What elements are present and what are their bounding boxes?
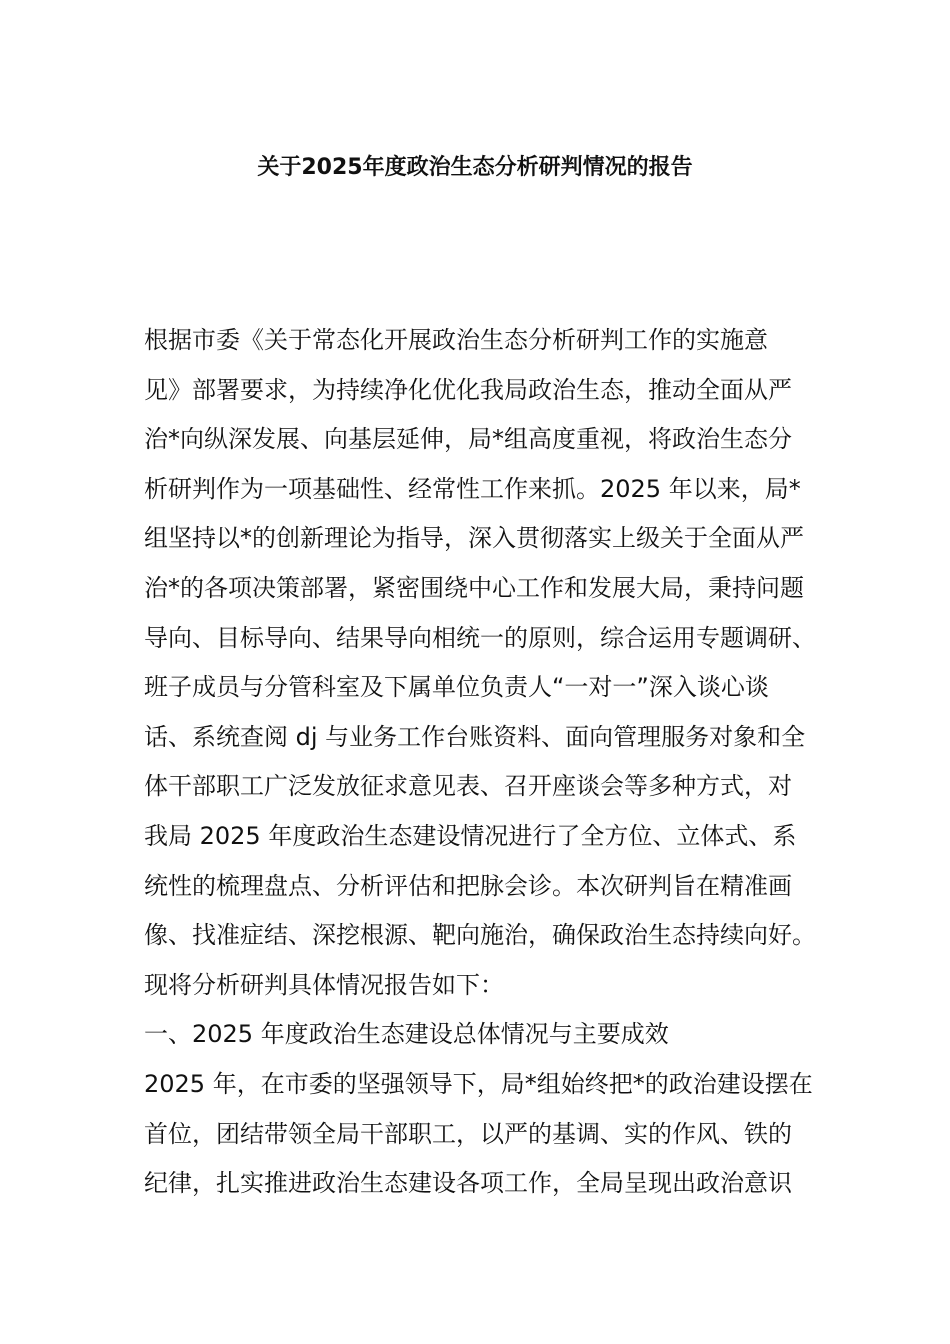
body-line: 体干部职工广泛发放征求意见表、召开座谈会等多种方式，对 bbox=[144, 772, 792, 801]
body-line: 我局 2025 年度政治生态建设情况进行了全方位、立体式、系 bbox=[144, 821, 797, 850]
body-line: 根据市委《关于常态化开展政治生态分析研判工作的实施意 bbox=[144, 326, 768, 354]
body-line: 话、系统查阅 dj 与业务工作台账资料、面向管理服务对象和全 bbox=[144, 722, 806, 751]
body-line: 析研判作为一项基础性、经常性工作来抓。2025 年以来，局* bbox=[144, 474, 801, 503]
body-line: 导向、目标导向、结果导向相统一的原则，综合运用专题调研、 bbox=[144, 623, 816, 652]
body-line: 治*的各项决策部署，紧密围绕中心工作和发展大局，秉持问题 bbox=[144, 573, 804, 602]
body-line: 现将分析研判具体情况报告如下： bbox=[144, 970, 504, 999]
body-line: 班子成员与分管科室及下属单位负责人“一对一”深入谈心谈 bbox=[144, 673, 769, 702]
body-line: 2025 年，在市委的坚强领导下，局*组始终把*的政治建设摆在 bbox=[144, 1069, 813, 1098]
body-line: 像、找准症结、深挖根源、靶向施治，确保政治生态持续向好。 bbox=[144, 921, 816, 950]
document-body bbox=[144, 316, 816, 1209]
body-line: 首位，团结带领全局干部职工，以严的基调、实的作风、铁的 bbox=[144, 1119, 792, 1148]
document-title: 关于2025年度政治生态分析研判情况的报告 bbox=[257, 155, 693, 180]
body-line: 纪律，扎实推进政治生态建设各项工作，全局呈现出政治意识 bbox=[144, 1169, 792, 1198]
body-line: 治*向纵深发展、向基层延伸，局*组高度重视，将政治生态分 bbox=[144, 425, 792, 454]
section-heading: 一、2025 年度政治生态建设总体情况与主要成效 bbox=[144, 1020, 669, 1049]
body-line: 组坚持以*的创新理论为指导，深入贯彻落实上级关于全面从严 bbox=[144, 524, 804, 553]
body-line: 见》部署要求，为持续净化优化我局政治生态，推动全面从严 bbox=[144, 375, 792, 404]
body-line: 统性的梳理盘点、分析评估和把脉会诊。本次研判旨在精准画 bbox=[144, 871, 792, 900]
